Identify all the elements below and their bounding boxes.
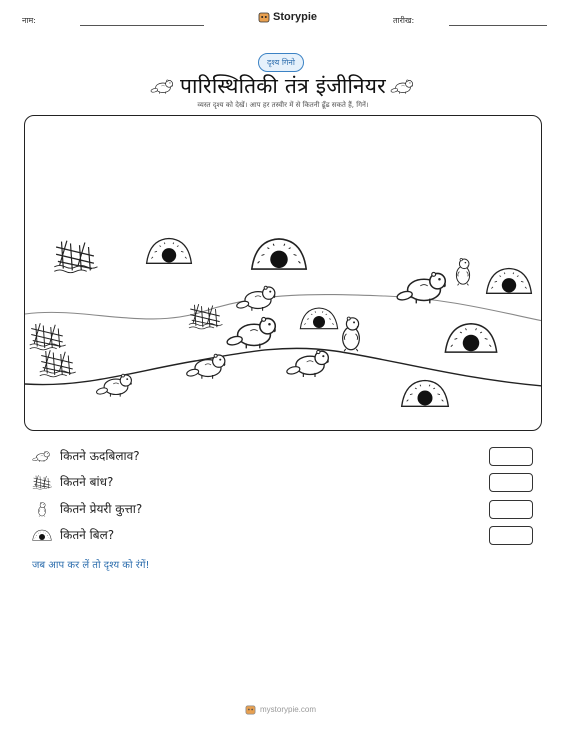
scene-illustration: [25, 116, 542, 431]
burrow-icon: [402, 381, 449, 407]
page-subtitle: व्यस्त दृश्य को देखें। आप हर तस्वीर में से कितनी ढूँढ सकते हैं, गिनें।: [197, 101, 369, 109]
river-bank-line: [25, 295, 542, 321]
question-text: कितने बिल?: [60, 528, 115, 542]
beaver-icon: [390, 76, 416, 96]
answer-box-burrows[interactable]: [489, 526, 533, 545]
storypie-mascot-icon: [245, 704, 256, 715]
date-label: तारीख:: [393, 16, 415, 25]
beaver-icon: [286, 350, 328, 377]
dam-icon: [189, 304, 223, 329]
dam-icon: [54, 241, 97, 273]
footer-brand: [245, 704, 316, 715]
river-bank-line: [25, 348, 542, 386]
burrow-icon: [487, 269, 532, 294]
brand-name: Storypie: [273, 11, 318, 23]
burrow-icon: [32, 527, 52, 543]
question-row: [32, 500, 142, 517]
date-line[interactable]: [449, 25, 547, 26]
prairie-dog-icon: [456, 258, 469, 285]
burrow-icon: [445, 324, 496, 352]
beaver-icon: [396, 272, 445, 303]
beaver-icon: [186, 354, 225, 379]
category-badge: दृश्य गिनो: [258, 53, 304, 72]
beaver-icon: [226, 317, 275, 348]
prairie-dog-icon: [32, 501, 52, 517]
prairie-dog-icon: [343, 317, 360, 351]
beaver-icon: [32, 448, 52, 464]
name-line[interactable]: [80, 25, 204, 26]
page-title: पारिस्थितिकी तंत्र इंजीनियर: [180, 74, 386, 98]
title-row: [150, 72, 416, 100]
burrow-icon: [252, 239, 306, 269]
dam-icon: [32, 474, 52, 490]
dam-icon: [30, 323, 66, 350]
counting-scene: [24, 115, 542, 431]
burrow-icon: [147, 239, 192, 264]
dam-icon: [40, 350, 76, 377]
question-row: [32, 447, 140, 464]
footer-url[interactable]: mystorypie.com: [260, 705, 317, 714]
storypie-mascot-icon: [258, 11, 270, 23]
answer-box-prairie-dogs[interactable]: [489, 500, 533, 519]
coloring-instruction: जब आप कर लें तो दृश्य को रंगें!: [32, 560, 150, 571]
question-text: कितने ऊदबिलाव?: [60, 449, 140, 463]
question-text: कितने प्रेयरी कुत्ता?: [60, 502, 143, 516]
beaver-icon: [236, 286, 275, 311]
beaver-icon: [150, 76, 176, 96]
question-text: कितने बांध?: [60, 475, 114, 489]
answer-box-beavers[interactable]: [489, 447, 533, 466]
question-row: [32, 526, 114, 543]
question-row: [32, 473, 113, 490]
answer-box-dams[interactable]: [489, 473, 533, 492]
burrow-icon: [300, 308, 337, 329]
brand-logo: [258, 11, 317, 23]
name-label: नाम:: [22, 16, 36, 25]
